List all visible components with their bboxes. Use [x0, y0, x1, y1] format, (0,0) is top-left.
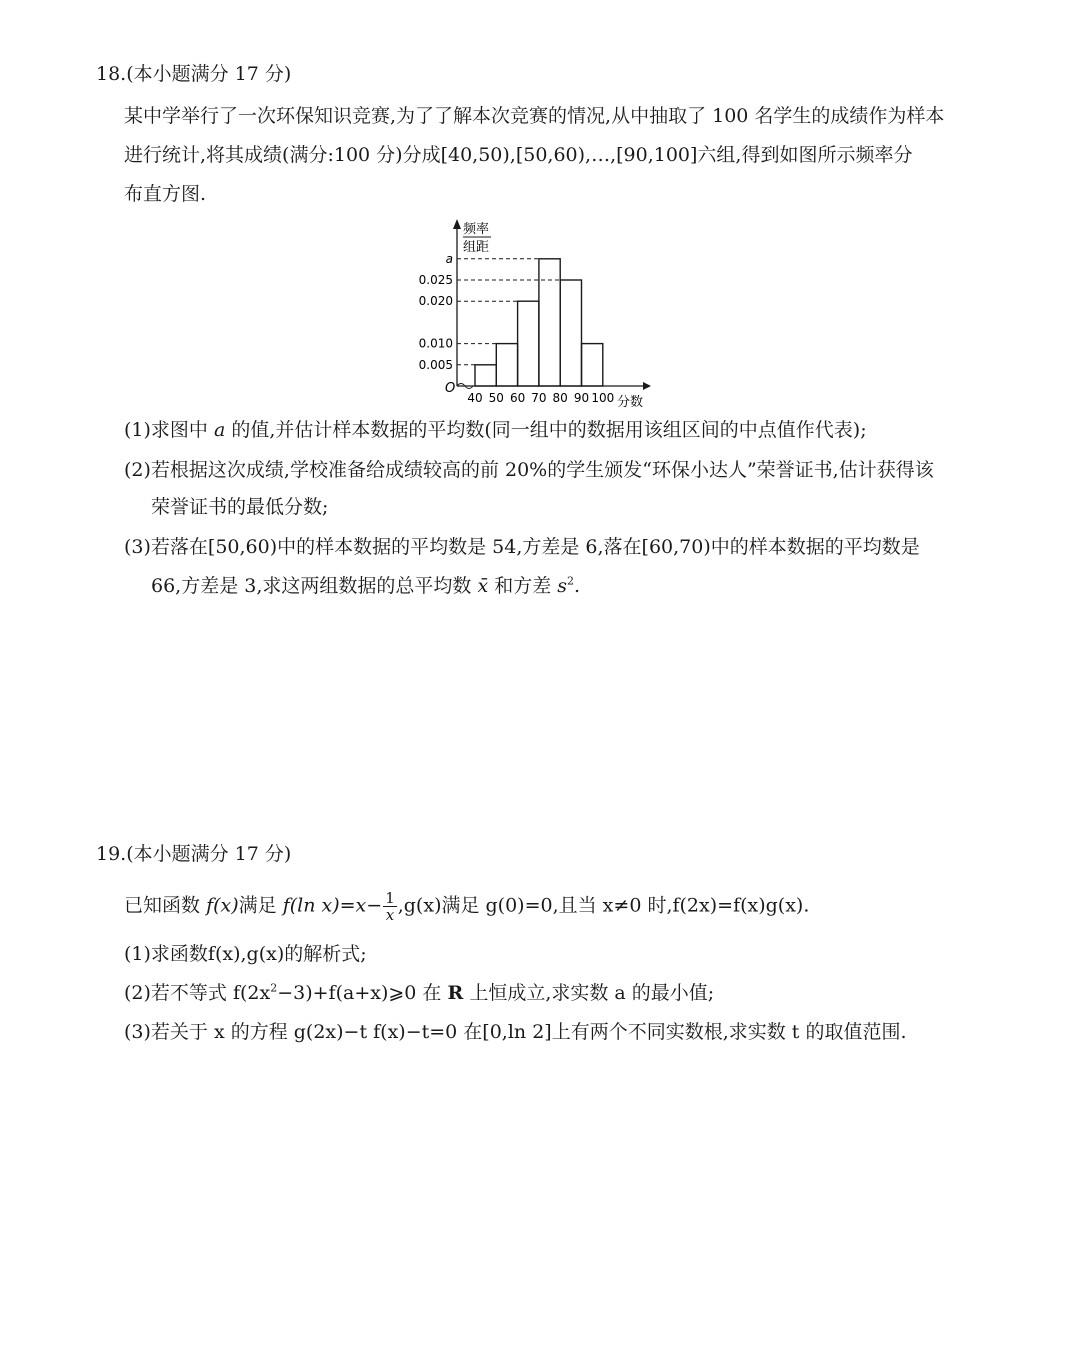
q19-part2-exp: 2: [270, 981, 278, 995]
q18-part2-line-2: 荣誉证书的最低分数;: [151, 496, 329, 518]
q18-part3-line-2: [151, 574, 580, 598]
q19-given: [124, 890, 809, 923]
q19-title: 19.(本小题满分 17 分): [96, 843, 292, 865]
x-tick-label-70: 70: [531, 391, 547, 405]
fraction-numerator: 1: [385, 889, 395, 907]
x-tick-label-80: 80: [552, 391, 568, 405]
q18-intro-line-2: 进行统计,将其成绩(满分:100 分)分成[40,50),[50,60),…,[90,100]六组,得到如图所示频率分: [124, 144, 913, 166]
y-tick-label-a: a: [445, 251, 453, 266]
q18-part3-variance-exp: 2: [567, 574, 575, 588]
q19-part2: [124, 981, 714, 1005]
y-tick-label-0.025: 0.025: [418, 273, 453, 287]
origin-label: O: [445, 381, 456, 396]
q19-part2-b: −3)+f(a+x)⩾0 在: [277, 982, 442, 1004]
y-tick-label-0.010: 0.010: [418, 336, 453, 351]
q19-given-t2: f(x): [206, 894, 239, 917]
q19-given-t3: 满足: [238, 894, 277, 917]
q19-part2-real-set: R: [447, 982, 464, 1004]
fraction-one-over-x: [383, 890, 397, 923]
q18-title: 18.(本小题满分 17 分): [96, 63, 292, 85]
q19-part1: (1)求函数f(x),g(x)的解析式;: [124, 943, 367, 965]
y-tick-label-0.005: 0.005: [418, 357, 453, 372]
histogram-bar-70-80: [539, 259, 560, 386]
histogram-bar-80-90: [560, 280, 581, 386]
histogram-bar-60-70: [518, 301, 539, 386]
x-tick-label-60: 60: [509, 391, 526, 405]
frequency-histogram: [405, 215, 665, 415]
x-tick-label-50: 50: [488, 391, 504, 405]
q18-part1-b: 的值,并估计样本数据的平均数(同一组中的数据用该组区间的中点值作代表);: [231, 419, 867, 441]
q18-part1-a: (1)求图中: [124, 419, 208, 441]
q18-part3-text-a: 66,方差是 3,求这两组数据的总平均数: [151, 575, 472, 597]
y-label-numerator: 频率: [463, 222, 490, 237]
q19-given-t4: f(ln x)=x−: [282, 894, 383, 917]
x-tick-label-40: 40: [467, 391, 483, 405]
q19-part3: (3)若关于 x 的方程 g(2x)−t f(x)−t=0 在[0,ln 2]上有两个不同实数根,求实数 t 的取值范围.: [124, 1021, 907, 1043]
q19-part2-d: 上恒成立,求实数 a 的最小值;: [469, 982, 715, 1004]
q18-part2-line-1: (2)若根据这次成绩,学校准备给成绩较高的前 20%的学生颁发“环保小达人”荣誉证书,估计获得该: [124, 459, 934, 481]
y-tick-label-0.020: 0.020: [418, 294, 453, 309]
y-label-denominator: 组距: [463, 240, 490, 255]
x-axis-label: 分数: [617, 395, 644, 410]
q18-part3-mean-symbol: x̄: [477, 575, 489, 597]
q18-part3-variance-symbol: s: [557, 575, 568, 597]
x-tick-label-100: 100: [591, 391, 615, 405]
q19-given-t5: ,g(x)满足 g(0)=0,且当 x≠0 时,f(2x)=f(x)g(x).: [397, 894, 810, 917]
q18-part3-text-b: 和方差: [494, 575, 552, 597]
q18-part3-line-1: (3)若落在[50,60)中的样本数据的平均数是 54,方差是 6,落在[60,70)中的样本数据的平均数是: [124, 536, 920, 558]
q18-part1: [124, 418, 867, 442]
x-axis-arrow: [643, 382, 651, 390]
histogram-bar-40-50: [475, 365, 496, 386]
x-tick-label-90: 90: [573, 391, 590, 405]
q18-intro-line-3: 布直方图.: [124, 183, 207, 205]
y-axis-arrow: [453, 219, 461, 229]
histogram-bar-90-100: [582, 344, 603, 386]
q19-part2-a: (2)若不等式 f(2x: [124, 982, 271, 1004]
fraction-denominator: x: [385, 906, 395, 924]
q18-part1-var: a: [213, 419, 226, 441]
q19-given-t1: 已知函数: [124, 894, 201, 917]
histogram-bar-50-60: [496, 344, 517, 386]
q18-part3-period: .: [574, 575, 581, 597]
q18-intro-line-1: 某中学举行了一次环保知识竞赛,为了了解本次竞赛的情况,从中抽取了 100 名学生的成绩作为样本: [124, 105, 945, 127]
